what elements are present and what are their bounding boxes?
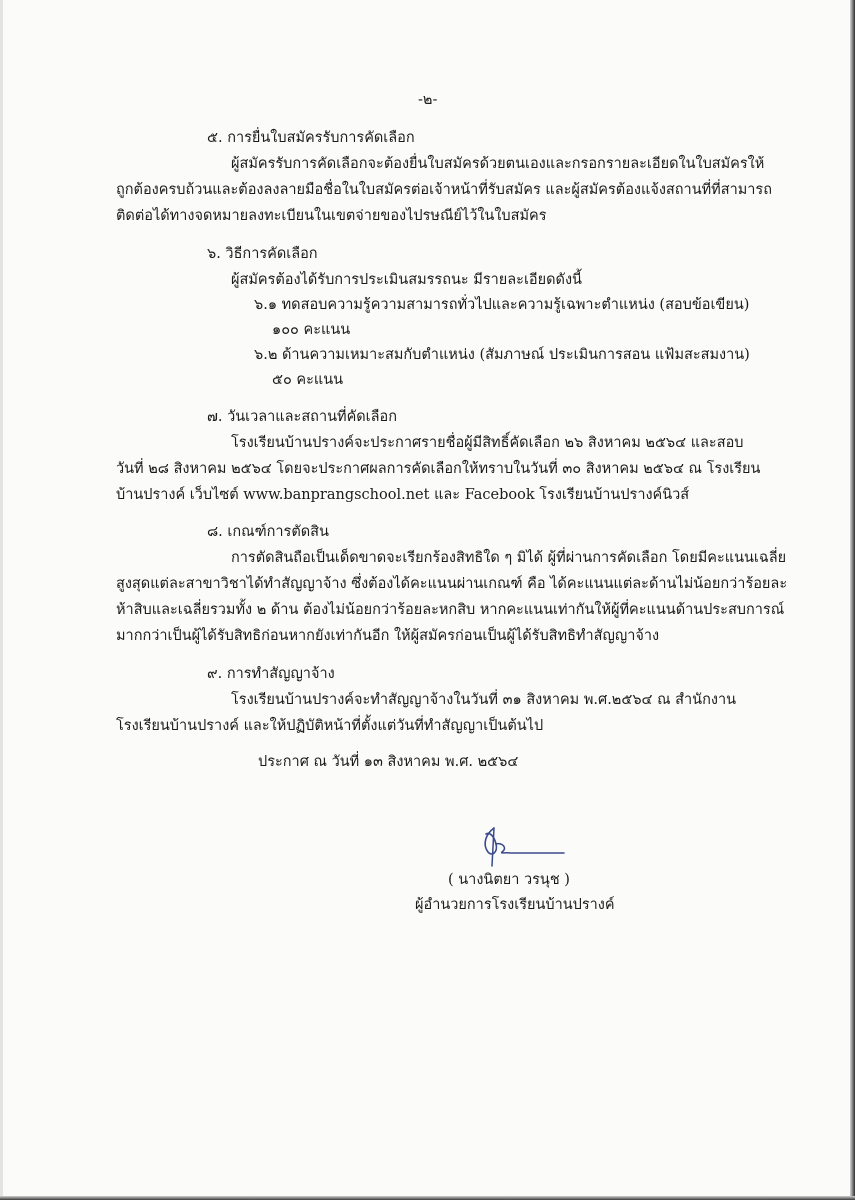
section-5-line: ถูกต้องครบถ้วนและต้องลงลายมือชื่อในใบสมัครต่อเจ้าหน้าที่รับสมัคร และผู้สมัครต้องแจ้งสถานที่ที่สามารถ [116, 182, 772, 198]
section-9-line: โรงเรียนบ้านปรางค์จะทำสัญญาจ้างในวันที่ ๓๑ สิงหาคม พ.ศ.๒๕๖๔ ณ สำนักงาน [231, 692, 737, 708]
section-6-item-2: ๖.๒ ด้านความเหมาะสมกับตำแหน่ง (สัมภาษณ์ ประเมินการสอน แฟ้มสะสมงาน) [254, 347, 750, 363]
signatory-name: ( นางนิตยา วรนุช ) [448, 872, 570, 888]
signatory-title: ผู้อำนวยการโรงเรียนบ้านปรางค์ [415, 897, 615, 913]
section-8-line: การตัดสินถือเป็นเด็ดขาดจะเรียกร้องสิทธิใด ๆ มิได้ ผู้ที่ผ่านการคัดเลือก โดยมีคะแนนเฉลี่ย [231, 550, 787, 566]
section-5-heading: ๕. การยื่นใบสมัครรับการคัดเลือก [207, 130, 415, 146]
section-8-heading: ๘. เกณฑ์การตัดสิน [207, 524, 329, 540]
section-8-line: ห้าสิบและเฉลี่ยรวมทั้ง ๒ ด้าน ต้องไม่น้อยกว่าร้อยละหกสิบ หากคะแนนเท่ากันให้ผู้ที่คะแนนด้านประสบการณ์ [116, 602, 785, 618]
handwritten-signature [472, 822, 572, 872]
section-6-heading: ๖. วิธีการคัดเลือก [207, 246, 318, 262]
page-number: -๒- [418, 92, 438, 108]
section-7-line: โรงเรียนบ้านปรางค์จะประกาศรายชื่อผู้มีสิทธิ์คัดเลือก ๒๖ สิงหาคม ๒๕๖๔ และสอบ [231, 435, 744, 451]
section-7-heading: ๗. วันเวลาและสถานที่คัดเลือก [207, 409, 398, 425]
section-9-line: โรงเรียนบ้านปรางค์ และให้ปฏิบัติหน้าที่ตั้งแต่วันที่ทำสัญญาเป็นต้นไป [116, 718, 544, 734]
section-5-line: ผู้สมัครรับการคัดเลือกจะต้องยื่นใบสมัครด้วยตนเองและกรอกรายละเอียดในใบสมัครให้ [231, 156, 765, 172]
section-8-line: สูงสุดแต่ละสาขาวิชาได้ทำสัญญาจ้าง ซึ่งต้องได้คะแนนผ่านเกณฑ์ คือ ได้คะแนนแต่ละด้านไม่น้อยกว่าร้อยละ [116, 576, 788, 592]
section-8-line: มากกว่าเป็นผู้ได้รับสิทธิก่อนหากยังเท่ากันอีก ให้ผู้สมัครก่อนเป็นผู้ได้รับสิทธิทำสัญญาจ้าง [116, 628, 660, 644]
scan-edge-left [0, 0, 3, 1200]
announcement-date: ประกาศ ณ วันที่ ๑๓ สิงหาคม พ.ศ. ๒๕๖๔ [258, 754, 519, 770]
section-9-heading: ๙. การทำสัญญาจ้าง [207, 666, 335, 682]
section-5-line: ติดต่อได้ทางจดหมายลงทะเบียนในเขตจ่ายของไปรษณีย์ไว้ในใบสมัคร [116, 208, 547, 224]
scan-edge-bottom [0, 1196, 855, 1200]
section-7-line: วันที่ ๒๘ สิงหาคม ๒๕๖๔ โดยจะประกาศผลการคัดเลือกให้ทราบในวันที่ ๓๐ สิงหาคม ๒๕๖๔ ณ โรงเรียน [116, 461, 761, 477]
section-6-intro: ผู้สมัครต้องได้รับการประเมินสมรรถนะ มีรายละเอียดดังนี้ [231, 272, 582, 288]
section-6-item-1-score: ๑๐๐ คะแนน [272, 322, 351, 338]
section-6-item-1: ๖.๑ ทดสอบความรู้ความสามารถทั่วไปและความรู้เฉพาะตำแหน่ง (สอบข้อเขียน) [254, 297, 750, 313]
scan-edge-right [850, 0, 855, 1200]
section-7-line: บ้านปรางค์ เว็บไซต์ www.banprangschool.net และ Facebook โรงเรียนบ้านปรางค์นิวส์ [116, 487, 690, 503]
section-6-item-2-score: ๕๐ คะแนน [272, 372, 344, 388]
